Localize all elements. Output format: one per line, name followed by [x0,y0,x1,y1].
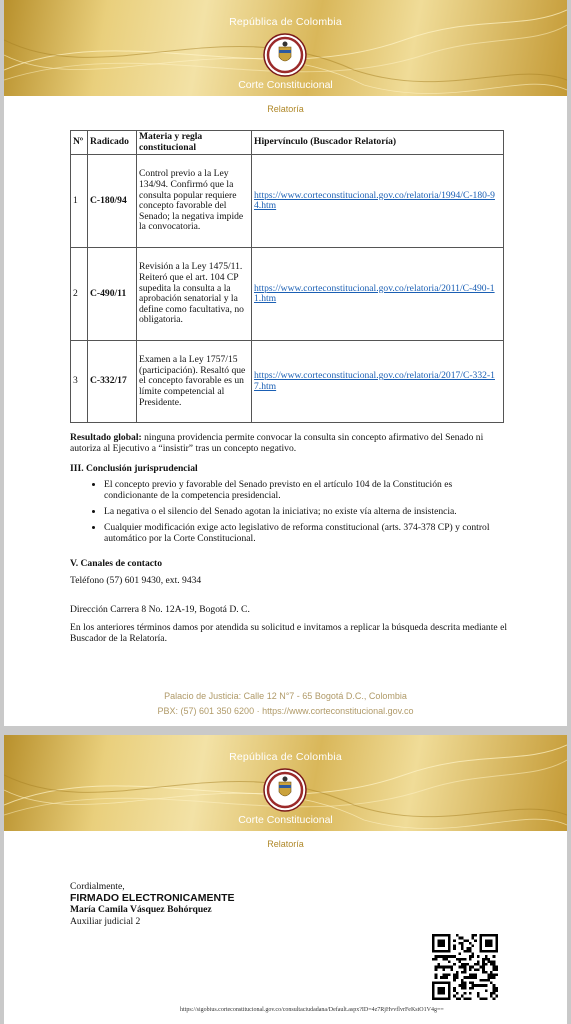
greeting: Cordialmente, [70,881,125,892]
result-label: Resultado global: [70,432,142,443]
row-materia: Revisión a la Ley 1475/11. Reiteró que el art. 104 CP supedita la consulta a la aprobación senatorial y la define como facultativa, no obligatoria. [137,248,252,341]
letterhead-banner [4,0,567,96]
result-text: ninguna providencia permite convocar la consulta sin concepto afirmativo del Senado ni autoriza al Ejecutivo a “insistir” tras un concepto negativo. [70,432,484,454]
row-materia: Control previo a la Ley 134/94. Confirmó que la consulta popular requiere concepto favorable del Senado; la negativa impide la convocatoria. [137,155,252,248]
closing-paragraph: En los anteriores términos damos por atendida su solicitud e invitamos a replicar la búsqueda descrita mediante el Buscador de la Relatoría. [70,622,507,644]
list-item: • Cualquier modificación exige acto legislativo de reforma constitucional (arts. 374-378 CP) y control automático por la Corte Constitucional. [104,522,507,544]
letterhead-banner [4,735,567,831]
table-header-row [71,131,504,155]
table-row [71,155,504,248]
table-row [71,341,504,423]
row-radicado: C-180/94 [88,155,137,248]
global-result [70,432,507,454]
contact-address: Dirección Carrera 8 No. 12A-19, Bogotá D. C. [70,604,250,615]
row-radicado: C-332/17 [88,341,137,423]
row-number: 2 [71,248,88,341]
republic-label: República de Colombia [229,751,342,763]
relatoria-link[interactable]: https://www.corteconstitucional.gov.co/relatoria/1994/C-180-94.htm [254,189,495,212]
table-row [71,248,504,341]
qr-code-icon[interactable] [432,934,498,1000]
col-header-materia: Materia y regla constitucional [137,131,252,155]
relatoria-link[interactable]: https://www.corteconstitucional.gov.co/relatoria/2011/C-490-11.htm [254,282,495,305]
list-item: • La negativa o el silencio del Senado agotan la iniciativa; no existe vía alterna de insistencia. [104,506,507,517]
footer-address: Palacio de Justicia: Calle 12 N°7 - 65 Bogotá D.C., Colombia [164,691,407,701]
relatoria-link[interactable]: https://www.corteconstitucional.gov.co/relatoria/2017/C-332-17.htm [254,370,495,392]
court-label: Corte Constitucional [238,79,333,91]
document-page-1 [4,0,567,726]
signer-role: Auxiliar judicial 2 [70,915,141,927]
row-number: 3 [71,341,88,423]
republic-label: República de Colombia [229,16,342,28]
col-header-radicado: Radicado [88,131,137,155]
col-header-link: Hipervínculo (Buscador Relatoría) [252,131,504,155]
section-label: Relatoría [267,839,304,849]
verification-url[interactable]: https://sigobius.corteconstitucional.gov.co/consultaciudadana/Default.aspx?ID=4z7RjHvvflvrFeKstO1V4g== [180,1007,444,1013]
conclusion-heading: III. Conclusión jurisprudencial [70,463,198,474]
signature-block [70,881,235,927]
section-label: Relatoría [267,104,304,114]
court-seal-icon [263,768,307,812]
footer-contact: PBX: (57) 601 350 6200 · https://www.corteconstitucional.gov.co [157,706,414,716]
col-header-number: Nº [71,131,88,155]
row-radicado: C-490/11 [88,248,137,341]
electronic-signature-label: FIRMADO ELECTRONICAMENTE [70,891,235,904]
contact-heading: V. Canales de contacto [70,558,163,569]
row-number: 1 [71,155,88,248]
court-label: Corte Constitucional [238,814,333,826]
signer-name: María Camila Vásquez Bohórquez [70,904,212,915]
list-item: • El concepto previo y favorable del Senado previsto en el artículo 104 de la Constitución es condicionante de la competencia presidencial. [104,479,507,501]
jurisprudence-table [70,130,504,423]
row-materia: Examen a la Ley 1757/15 (participación). Resaltó que el concepto favorable es un límite competencial al Presidente. [137,341,252,423]
document-page-2 [4,735,567,1024]
court-seal-icon [263,33,307,77]
contact-phone: Teléfono (57) 601 9430, ext. 9434 [70,575,202,586]
conclusion-list [70,479,507,549]
